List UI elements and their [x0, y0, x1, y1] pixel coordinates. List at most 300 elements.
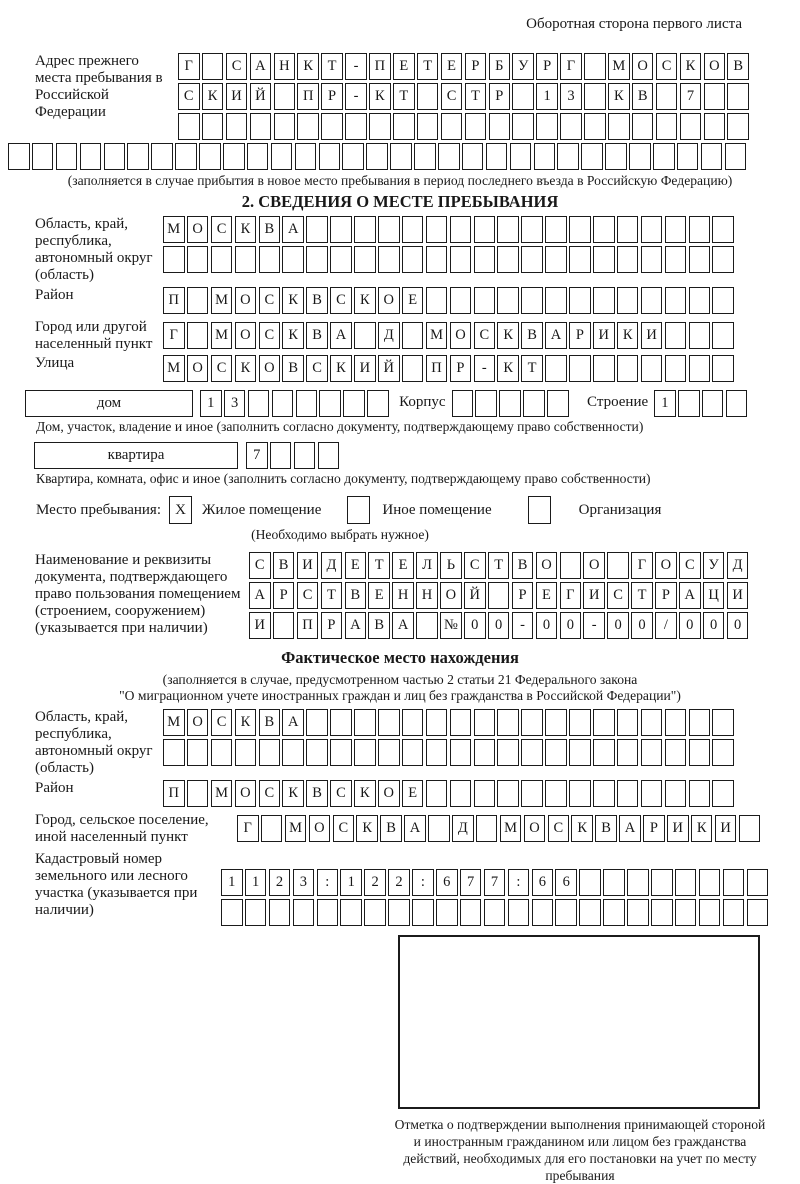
char-box[interactable] — [486, 143, 508, 170]
char-box[interactable]: И — [715, 815, 737, 842]
char-box[interactable] — [569, 739, 591, 766]
char-box[interactable] — [367, 390, 389, 417]
char-box[interactable] — [450, 780, 472, 807]
char-box[interactable] — [656, 83, 678, 110]
char-box[interactable]: М — [163, 709, 185, 736]
char-box[interactable] — [523, 390, 545, 417]
char-box[interactable] — [354, 709, 376, 736]
char-box[interactable]: : — [317, 869, 339, 896]
char-box[interactable]: Е — [402, 287, 424, 314]
char-box[interactable]: 7 — [460, 869, 482, 896]
char-box[interactable]: К — [680, 53, 702, 80]
char-box[interactable] — [704, 113, 726, 140]
char-box[interactable] — [512, 113, 534, 140]
char-box[interactable] — [441, 113, 463, 140]
char-box[interactable]: С — [259, 780, 281, 807]
char-box[interactable]: Т — [417, 53, 439, 80]
char-box[interactable] — [187, 246, 209, 273]
char-box[interactable] — [272, 390, 294, 417]
char-box[interactable]: И — [667, 815, 689, 842]
char-box[interactable]: О — [378, 780, 400, 807]
char-box[interactable]: 0 — [488, 612, 510, 639]
char-box[interactable] — [211, 246, 233, 273]
char-box[interactable]: М — [163, 355, 185, 382]
char-box[interactable] — [665, 739, 687, 766]
char-box[interactable] — [593, 216, 615, 243]
char-box[interactable]: М — [608, 53, 630, 80]
char-box[interactable] — [712, 246, 734, 273]
char-box[interactable]: О — [309, 815, 331, 842]
char-box[interactable] — [354, 246, 376, 273]
char-box[interactable] — [342, 143, 364, 170]
char-box[interactable] — [747, 899, 769, 926]
char-box[interactable] — [593, 709, 615, 736]
char-box[interactable] — [689, 780, 711, 807]
char-box[interactable]: К — [354, 287, 376, 314]
char-box[interactable] — [318, 442, 340, 469]
char-box[interactable]: О — [235, 287, 257, 314]
char-box[interactable] — [726, 390, 748, 417]
char-box[interactable] — [555, 899, 577, 926]
char-box[interactable] — [317, 899, 339, 926]
char-box[interactable] — [474, 246, 496, 273]
char-box[interactable]: С — [226, 53, 248, 80]
char-box[interactable]: Р — [489, 83, 511, 110]
char-box[interactable] — [689, 216, 711, 243]
char-box[interactable]: Г — [163, 322, 185, 349]
char-box[interactable] — [699, 869, 721, 896]
char-box[interactable] — [282, 246, 304, 273]
char-box[interactable] — [450, 246, 472, 273]
char-box[interactable]: С — [656, 53, 678, 80]
char-box[interactable]: О — [655, 552, 677, 579]
char-box[interactable] — [545, 287, 567, 314]
char-box[interactable] — [608, 113, 630, 140]
char-box[interactable]: 2 — [388, 869, 410, 896]
char-box[interactable] — [489, 113, 511, 140]
char-box[interactable] — [296, 390, 318, 417]
char-box[interactable]: 7 — [680, 83, 702, 110]
char-box[interactable] — [665, 246, 687, 273]
char-box[interactable]: Т — [321, 53, 343, 80]
char-box[interactable]: - — [345, 53, 367, 80]
char-box[interactable] — [306, 709, 328, 736]
char-box[interactable] — [402, 355, 424, 382]
char-box[interactable]: 0 — [679, 612, 701, 639]
char-box[interactable] — [727, 113, 749, 140]
char-box[interactable] — [629, 143, 651, 170]
char-box[interactable] — [712, 287, 734, 314]
char-box[interactable] — [727, 83, 749, 110]
char-box[interactable] — [354, 322, 376, 349]
char-box[interactable] — [247, 143, 269, 170]
char-box[interactable]: О — [235, 322, 257, 349]
checkbox-organization[interactable] — [528, 496, 551, 524]
char-box[interactable]: И — [593, 322, 615, 349]
char-box[interactable]: К — [282, 287, 304, 314]
char-box[interactable]: М — [211, 780, 233, 807]
char-box[interactable]: К — [282, 322, 304, 349]
char-box[interactable] — [689, 355, 711, 382]
char-box[interactable] — [497, 216, 519, 243]
char-box[interactable]: С — [333, 815, 355, 842]
char-box[interactable]: Г — [560, 582, 582, 609]
char-box[interactable] — [151, 143, 173, 170]
char-box[interactable]: С — [259, 287, 281, 314]
char-box[interactable]: К — [356, 815, 378, 842]
char-box[interactable]: Р — [643, 815, 665, 842]
char-box[interactable] — [488, 582, 510, 609]
char-box[interactable] — [665, 216, 687, 243]
char-box[interactable]: М — [211, 287, 233, 314]
char-box[interactable] — [226, 113, 248, 140]
char-box[interactable] — [593, 780, 615, 807]
char-box[interactable] — [536, 113, 558, 140]
char-box[interactable] — [712, 216, 734, 243]
char-box[interactable] — [617, 739, 639, 766]
char-box[interactable]: Е — [441, 53, 463, 80]
char-box[interactable] — [306, 216, 328, 243]
char-box[interactable] — [675, 899, 697, 926]
char-box[interactable]: Р — [569, 322, 591, 349]
char-box[interactable] — [739, 815, 761, 842]
char-box[interactable] — [605, 143, 627, 170]
char-box[interactable]: Й — [464, 582, 486, 609]
char-box[interactable] — [274, 83, 296, 110]
char-box[interactable]: С — [679, 552, 701, 579]
char-box[interactable]: Е — [536, 582, 558, 609]
char-box[interactable] — [390, 143, 412, 170]
char-box[interactable]: П — [369, 53, 391, 80]
char-box[interactable] — [104, 143, 126, 170]
char-box[interactable]: - — [474, 355, 496, 382]
char-box[interactable]: Т — [631, 582, 653, 609]
char-box[interactable] — [641, 287, 663, 314]
char-box[interactable] — [656, 113, 678, 140]
char-box[interactable] — [297, 113, 319, 140]
char-box[interactable] — [426, 287, 448, 314]
char-box[interactable] — [723, 869, 745, 896]
char-box[interactable]: К — [330, 355, 352, 382]
char-box[interactable] — [330, 739, 352, 766]
char-box[interactable] — [187, 287, 209, 314]
char-box[interactable] — [689, 246, 711, 273]
char-box[interactable]: У — [703, 552, 725, 579]
char-box[interactable] — [665, 322, 687, 349]
char-box[interactable]: Л — [416, 552, 438, 579]
char-box[interactable]: Р — [450, 355, 472, 382]
char-box[interactable]: Д — [321, 552, 343, 579]
char-box[interactable] — [651, 899, 673, 926]
char-box[interactable] — [547, 390, 569, 417]
char-box[interactable]: № — [440, 612, 462, 639]
char-box[interactable] — [521, 739, 543, 766]
char-box[interactable]: К — [297, 53, 319, 80]
char-box[interactable]: Е — [368, 582, 390, 609]
char-box[interactable] — [560, 552, 582, 579]
char-box[interactable] — [581, 143, 603, 170]
char-box[interactable]: К — [235, 216, 257, 243]
char-box[interactable]: 7 — [246, 442, 268, 469]
char-box[interactable] — [378, 709, 400, 736]
char-box[interactable] — [617, 355, 639, 382]
char-box[interactable]: Й — [378, 355, 400, 382]
char-box[interactable] — [462, 143, 484, 170]
char-box[interactable] — [402, 216, 424, 243]
char-box[interactable]: Т — [465, 83, 487, 110]
char-box[interactable] — [641, 355, 663, 382]
char-box[interactable]: 1 — [654, 390, 676, 417]
char-box[interactable] — [569, 246, 591, 273]
char-box[interactable]: К — [202, 83, 224, 110]
char-box[interactable]: 0 — [607, 612, 629, 639]
char-box[interactable]: 0 — [464, 612, 486, 639]
char-box[interactable] — [378, 739, 400, 766]
char-box[interactable] — [712, 709, 734, 736]
char-box[interactable] — [259, 246, 281, 273]
char-box[interactable] — [378, 246, 400, 273]
char-box[interactable] — [274, 113, 296, 140]
char-box[interactable] — [689, 287, 711, 314]
char-box[interactable] — [499, 390, 521, 417]
char-box[interactable]: С — [330, 780, 352, 807]
char-box[interactable]: 1 — [245, 869, 267, 896]
char-box[interactable]: / — [655, 612, 677, 639]
char-box[interactable]: О — [450, 322, 472, 349]
char-box[interactable]: В — [727, 53, 749, 80]
char-box[interactable] — [569, 709, 591, 736]
char-box[interactable] — [689, 322, 711, 349]
char-box[interactable]: К — [691, 815, 713, 842]
char-box[interactable]: - — [512, 612, 534, 639]
char-box[interactable] — [560, 113, 582, 140]
char-box[interactable] — [593, 355, 615, 382]
char-box[interactable] — [460, 899, 482, 926]
char-box[interactable] — [330, 709, 352, 736]
char-box[interactable]: А — [392, 612, 414, 639]
char-box[interactable]: 7 — [484, 869, 506, 896]
char-box[interactable]: М — [211, 322, 233, 349]
char-box[interactable]: В — [282, 355, 304, 382]
char-box[interactable]: Й — [250, 83, 272, 110]
char-box[interactable] — [465, 113, 487, 140]
char-box[interactable]: К — [497, 355, 519, 382]
char-box[interactable]: Т — [488, 552, 510, 579]
char-box[interactable] — [452, 390, 474, 417]
char-box[interactable]: 0 — [703, 612, 725, 639]
char-box[interactable] — [593, 739, 615, 766]
char-box[interactable] — [532, 899, 554, 926]
char-box[interactable]: Т — [321, 582, 343, 609]
char-box[interactable]: 2 — [269, 869, 291, 896]
char-box[interactable]: К — [571, 815, 593, 842]
char-box[interactable]: Е — [393, 53, 415, 80]
char-box[interactable]: О — [440, 582, 462, 609]
char-box[interactable]: С — [607, 582, 629, 609]
char-box[interactable] — [569, 287, 591, 314]
char-box[interactable] — [261, 815, 283, 842]
char-box[interactable]: 0 — [631, 612, 653, 639]
char-box[interactable]: В — [632, 83, 654, 110]
char-box[interactable] — [414, 143, 436, 170]
char-box[interactable] — [712, 355, 734, 382]
char-box[interactable] — [378, 216, 400, 243]
char-box[interactable]: Р — [655, 582, 677, 609]
char-box[interactable] — [202, 113, 224, 140]
char-box[interactable]: О — [524, 815, 546, 842]
char-box[interactable] — [354, 216, 376, 243]
char-box[interactable]: 0 — [536, 612, 558, 639]
char-box[interactable]: И — [297, 552, 319, 579]
char-box[interactable]: В — [368, 612, 390, 639]
char-box[interactable]: К — [235, 355, 257, 382]
char-box[interactable] — [282, 739, 304, 766]
char-box[interactable]: К — [369, 83, 391, 110]
char-box[interactable] — [653, 143, 675, 170]
char-box[interactable] — [699, 899, 721, 926]
char-box[interactable]: Н — [392, 582, 414, 609]
char-box[interactable]: Ц — [703, 582, 725, 609]
char-box[interactable] — [306, 739, 328, 766]
char-box[interactable] — [557, 143, 579, 170]
char-box[interactable] — [259, 739, 281, 766]
char-box[interactable]: О — [632, 53, 654, 80]
char-box[interactable] — [450, 709, 472, 736]
char-box[interactable] — [416, 612, 438, 639]
char-box[interactable]: Г — [237, 815, 259, 842]
char-box[interactable]: С — [211, 216, 233, 243]
char-box[interactable]: Р — [321, 612, 343, 639]
char-box[interactable]: С — [249, 552, 271, 579]
char-box[interactable]: Е — [345, 552, 367, 579]
char-box[interactable] — [545, 246, 567, 273]
char-box[interactable]: Р — [512, 582, 534, 609]
char-box[interactable] — [388, 899, 410, 926]
char-box[interactable] — [484, 899, 506, 926]
char-box[interactable] — [393, 113, 415, 140]
char-box[interactable]: В — [306, 780, 328, 807]
char-box[interactable] — [402, 322, 424, 349]
char-box[interactable] — [545, 355, 567, 382]
char-box[interactable] — [607, 552, 629, 579]
char-box[interactable]: Р — [536, 53, 558, 80]
char-box[interactable]: О — [536, 552, 558, 579]
char-box[interactable]: 3 — [293, 869, 315, 896]
char-box[interactable] — [569, 780, 591, 807]
char-box[interactable]: О — [259, 355, 281, 382]
char-box[interactable]: А — [545, 322, 567, 349]
char-box[interactable] — [402, 709, 424, 736]
char-box[interactable]: 1 — [221, 869, 243, 896]
char-box[interactable] — [223, 143, 245, 170]
char-box[interactable]: Н — [274, 53, 296, 80]
char-box[interactable]: П — [163, 287, 185, 314]
char-box[interactable] — [603, 899, 625, 926]
char-box[interactable] — [689, 709, 711, 736]
char-box[interactable] — [497, 287, 519, 314]
char-box[interactable]: 3 — [224, 390, 246, 417]
char-box[interactable]: К — [608, 83, 630, 110]
char-box[interactable]: 0 — [727, 612, 749, 639]
char-box[interactable] — [163, 739, 185, 766]
char-box[interactable]: С — [211, 709, 233, 736]
char-box[interactable] — [412, 899, 434, 926]
char-box[interactable] — [475, 390, 497, 417]
char-box[interactable]: - — [345, 83, 367, 110]
char-box[interactable] — [426, 739, 448, 766]
char-box[interactable] — [665, 287, 687, 314]
char-box[interactable] — [627, 869, 649, 896]
char-box[interactable] — [474, 739, 496, 766]
char-box[interactable]: П — [163, 780, 185, 807]
char-box[interactable] — [306, 246, 328, 273]
char-box[interactable] — [641, 246, 663, 273]
char-box[interactable]: О — [235, 780, 257, 807]
char-box[interactable]: В — [521, 322, 543, 349]
char-box[interactable] — [545, 739, 567, 766]
char-box[interactable] — [187, 322, 209, 349]
char-box[interactable] — [584, 83, 606, 110]
char-box[interactable] — [497, 780, 519, 807]
char-box[interactable] — [163, 246, 185, 273]
char-box[interactable]: П — [297, 612, 319, 639]
char-box[interactable] — [545, 780, 567, 807]
char-box[interactable] — [321, 113, 343, 140]
char-box[interactable]: О — [378, 287, 400, 314]
char-box[interactable] — [269, 899, 291, 926]
char-box[interactable]: К — [617, 322, 639, 349]
char-box[interactable]: О — [187, 216, 209, 243]
char-box[interactable] — [712, 322, 734, 349]
char-box[interactable] — [584, 113, 606, 140]
char-box[interactable] — [354, 739, 376, 766]
char-box[interactable]: А — [282, 709, 304, 736]
char-box[interactable]: В — [595, 815, 617, 842]
char-box[interactable] — [617, 287, 639, 314]
char-box[interactable] — [534, 143, 556, 170]
char-box[interactable]: И — [354, 355, 376, 382]
char-box[interactable]: С — [474, 322, 496, 349]
char-box[interactable]: А — [345, 612, 367, 639]
char-box[interactable] — [603, 869, 625, 896]
char-box[interactable]: А — [679, 582, 701, 609]
char-box[interactable] — [508, 899, 530, 926]
char-box[interactable]: - — [583, 612, 605, 639]
char-box[interactable] — [701, 143, 723, 170]
char-box[interactable]: А — [282, 216, 304, 243]
char-box[interactable] — [450, 287, 472, 314]
char-box[interactable]: А — [619, 815, 641, 842]
char-box[interactable] — [364, 899, 386, 926]
char-box[interactable] — [593, 246, 615, 273]
char-box[interactable] — [702, 390, 724, 417]
char-box[interactable]: О — [704, 53, 726, 80]
char-box[interactable] — [245, 899, 267, 926]
char-box[interactable] — [248, 390, 270, 417]
char-box[interactable] — [273, 612, 295, 639]
char-box[interactable]: В — [259, 709, 281, 736]
char-box[interactable]: 1 — [200, 390, 222, 417]
char-box[interactable]: О — [187, 709, 209, 736]
char-box[interactable] — [712, 739, 734, 766]
char-box[interactable]: : — [508, 869, 530, 896]
char-box[interactable] — [569, 216, 591, 243]
char-box[interactable] — [438, 143, 460, 170]
char-box[interactable] — [402, 739, 424, 766]
char-box[interactable] — [221, 899, 243, 926]
char-box[interactable]: Д — [378, 322, 400, 349]
char-box[interactable] — [250, 113, 272, 140]
